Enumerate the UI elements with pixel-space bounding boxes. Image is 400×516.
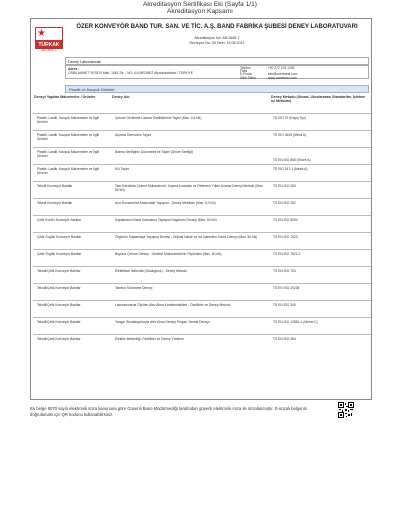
certificate-frame [30, 18, 372, 400]
table-row [33, 130, 371, 148]
contact-value: : +90 272 223 1252 [266, 66, 295, 70]
test-cell: Elektriksel İletkenlik (Okalogenz) - Deney Metodu [115, 269, 188, 273]
table-row [33, 249, 371, 267]
accreditation-number: Akreditasyon No: AB-0696-T [194, 36, 240, 40]
footer-note: Bu belge 5070 sayılı elektronik imza kanununa göre Güvenli Bano Müdürmediği tarafından güvenli elektronik imza ile imzalanmıştır. E-imzalı belgenin doğrulaması için QR kodunu kullanabilirsiniz. [30, 406, 307, 417]
product-cell: Tekstil/Çelik Konveyör Bantlar [37, 337, 81, 341]
product-cell: Tekstil Konveyör Bantlar [37, 201, 73, 205]
method-cell: TS EN ISO 703 [273, 269, 296, 273]
method-cell: TS EN ISO 7622-2 [273, 252, 301, 256]
table-row [33, 334, 371, 352]
test-cell: Kaplamanın Band Karkasına Yapışma Dayanımı Deneyi (Max. 50 kN) [115, 218, 217, 222]
method-cell: TS EN ISO 868 (Shore A) [273, 158, 311, 162]
table-row [33, 198, 371, 216]
test-cell: Laboratuvarda Ölçülen Alev Alma Karakteristikleri - Özellikler ve Deney Metodu [115, 303, 231, 307]
method-cell: TS EN ISO 340 [273, 303, 296, 307]
column-header-test: Deney Adı [112, 95, 130, 99]
product-cell: Plastik, Lastik, Kauçuk Malzemeler ve İlgili Ürünler [37, 116, 99, 124]
method-cell: TS EN ISO 20238 [273, 286, 300, 290]
product-cell: Tekstil/Çelik Konveyör Bantlar [37, 303, 81, 307]
qr-code [338, 402, 354, 418]
contact-line [240, 77, 368, 80]
table-row [33, 181, 371, 199]
table-row [33, 215, 371, 233]
table-row [33, 232, 371, 250]
table-row [33, 113, 371, 131]
lab-type-label: Deney Laboratuvarı [65, 57, 369, 65]
revision-info: Revizyon No: 05 Tarih: 19.08.2021 [189, 41, 245, 45]
page-subtitle: Akreditasyon Kapsamı [167, 8, 233, 15]
contact-key: Web Sitesi [240, 75, 256, 80]
product-cell: Plastik, Lastik, Kauçuk Malzemeler ve İlgili Ürünler [37, 133, 99, 141]
turkak-logo [35, 27, 63, 59]
star-icon: ★ [37, 28, 46, 39]
address-box [65, 65, 369, 79]
method-cell: TS EN ISO 284 [273, 337, 296, 341]
table-row [33, 266, 371, 284]
method-cell: TS ISO 247-1 (Metot A) [273, 167, 308, 171]
method-cell: TS EN ISO 12881-1 (Metod C) [273, 320, 318, 324]
table-row [33, 300, 371, 318]
column-header-method: Deney Metodu (Ulusal, Uluslararası Standartlar, İşletme içi Metotlar) [271, 95, 366, 103]
table-row [33, 164, 371, 182]
logo-text: TÜRKAK [35, 41, 63, 49]
product-cell: Çelik Örgülü Konveyör Bantlar [37, 235, 82, 239]
contact-key: E-Posta [240, 72, 252, 77]
product-cell: Tekstil/Çelik Konveyör Bantlar [37, 286, 81, 290]
method-cell: TS EN ISO 252 [273, 201, 296, 205]
method-cell: TS ISO 37 (Kayış Tipi) [273, 116, 306, 120]
test-cell: Çekme Gerilmesi-Uzama Özelliklerinin Tayini (Max. 0,5 kN) [115, 116, 202, 120]
test-cell: Örgünün Kaplamaya Yapışma Deneyi - Orijinal Halde ve Isıl İşlemden Sonra Deneyi (Max. 50 kN) [115, 235, 258, 239]
test-cell: Tam Kalınlıkta Çekme Mukavemeti, Kopma Uzaması ve Referans Yükte Uzama Deneyi Metodu (Max. 50 kN) [115, 184, 264, 192]
product-cell: Tekstil/Çelik Konveyör Bantlar [37, 269, 81, 273]
address-label: Adres : [68, 67, 80, 71]
table-row [33, 147, 371, 165]
test-cell: Batma Sertliğinin Durometre ile Tayini (Shore Sertliği) [115, 150, 193, 154]
test-cell: Boyuna Çekme Deneyi - Gerilme Mukavemetinin Ölçülmesi (Max. 50 kN) [115, 252, 222, 256]
test-cell: Kül Tayini [115, 167, 130, 171]
contact-key: Faks [240, 69, 248, 74]
logo-code: AB-0696-T [41, 48, 57, 52]
contact-info [240, 67, 368, 80]
contact-value: : [266, 69, 267, 74]
product-cell: Tekstil Konveyör Bantlar [37, 184, 73, 188]
test-cell: Aşınma Direncinin Tayini [115, 133, 152, 137]
method-cell: TS EN ISO 8094 [273, 218, 298, 222]
contact-key: Telefon [240, 66, 251, 70]
product-cell: Plastik, Lastik, Kauçuk Malzemeler ve İlgili Ürünler [37, 150, 99, 158]
address-value: OSB/LAHMET YESEVİ Mah. 1061 Sk. - NO: 4 A MEDNEZ Afyonkarahisar / TÜRKİYE [68, 71, 193, 75]
column-header-product: Deneyi Yapılan Malzemeler / Ürünler [34, 95, 96, 99]
table-row [33, 283, 371, 301]
lab-title: ÖZER KONVEYÖR BAND TUR. SAN. VE TİC. A.Ş. BAND FABRİKA ŞUBESİ DENEY LABORATUVARI [76, 24, 358, 30]
section-title: Plastik ve Kauçuk Ürünleri [65, 85, 369, 93]
method-cell: TS ISO 4649 (Metot A) [273, 133, 307, 137]
page-title: Akreditasyon Sertifikası Eki (Sayfa 1/1) [143, 1, 257, 8]
method-cell: TS EN ISO 7623 [273, 235, 298, 239]
test-cell: Yangın Simülasyonuyla Alev Alma Deneyi Propan Yanma Deneyi [115, 320, 210, 324]
contact-value: : info@ozerband.com [266, 72, 298, 77]
table-row [33, 317, 371, 335]
test-cell: Ana Donanımlar Arasındaki Yapışma - Deney Metotları (Max. 5,0 kN) [115, 201, 216, 205]
product-cell: Çelik Kordlu Konveyör Bantlar [37, 218, 81, 222]
product-cell: Tekstil/Çelik Konveyör Bantlar [37, 320, 81, 324]
contact-value: : www.ozerband.com [266, 75, 297, 80]
product-cell: Çelik Örgülü Konveyör Bantlar [37, 252, 82, 256]
test-cell: Tambur Sürtünme Deneyi [115, 286, 153, 290]
method-cell: TS EN ISO 283 [273, 184, 296, 188]
test-cell: Elektrik Iletkenliği: Özellikler ve Deney Yöntemi [115, 337, 184, 341]
logo-emblem [35, 27, 63, 41]
product-cell: Plastik, Lastik, Kauçuk Malzemeler ve İlgili Ürünler [37, 167, 99, 175]
